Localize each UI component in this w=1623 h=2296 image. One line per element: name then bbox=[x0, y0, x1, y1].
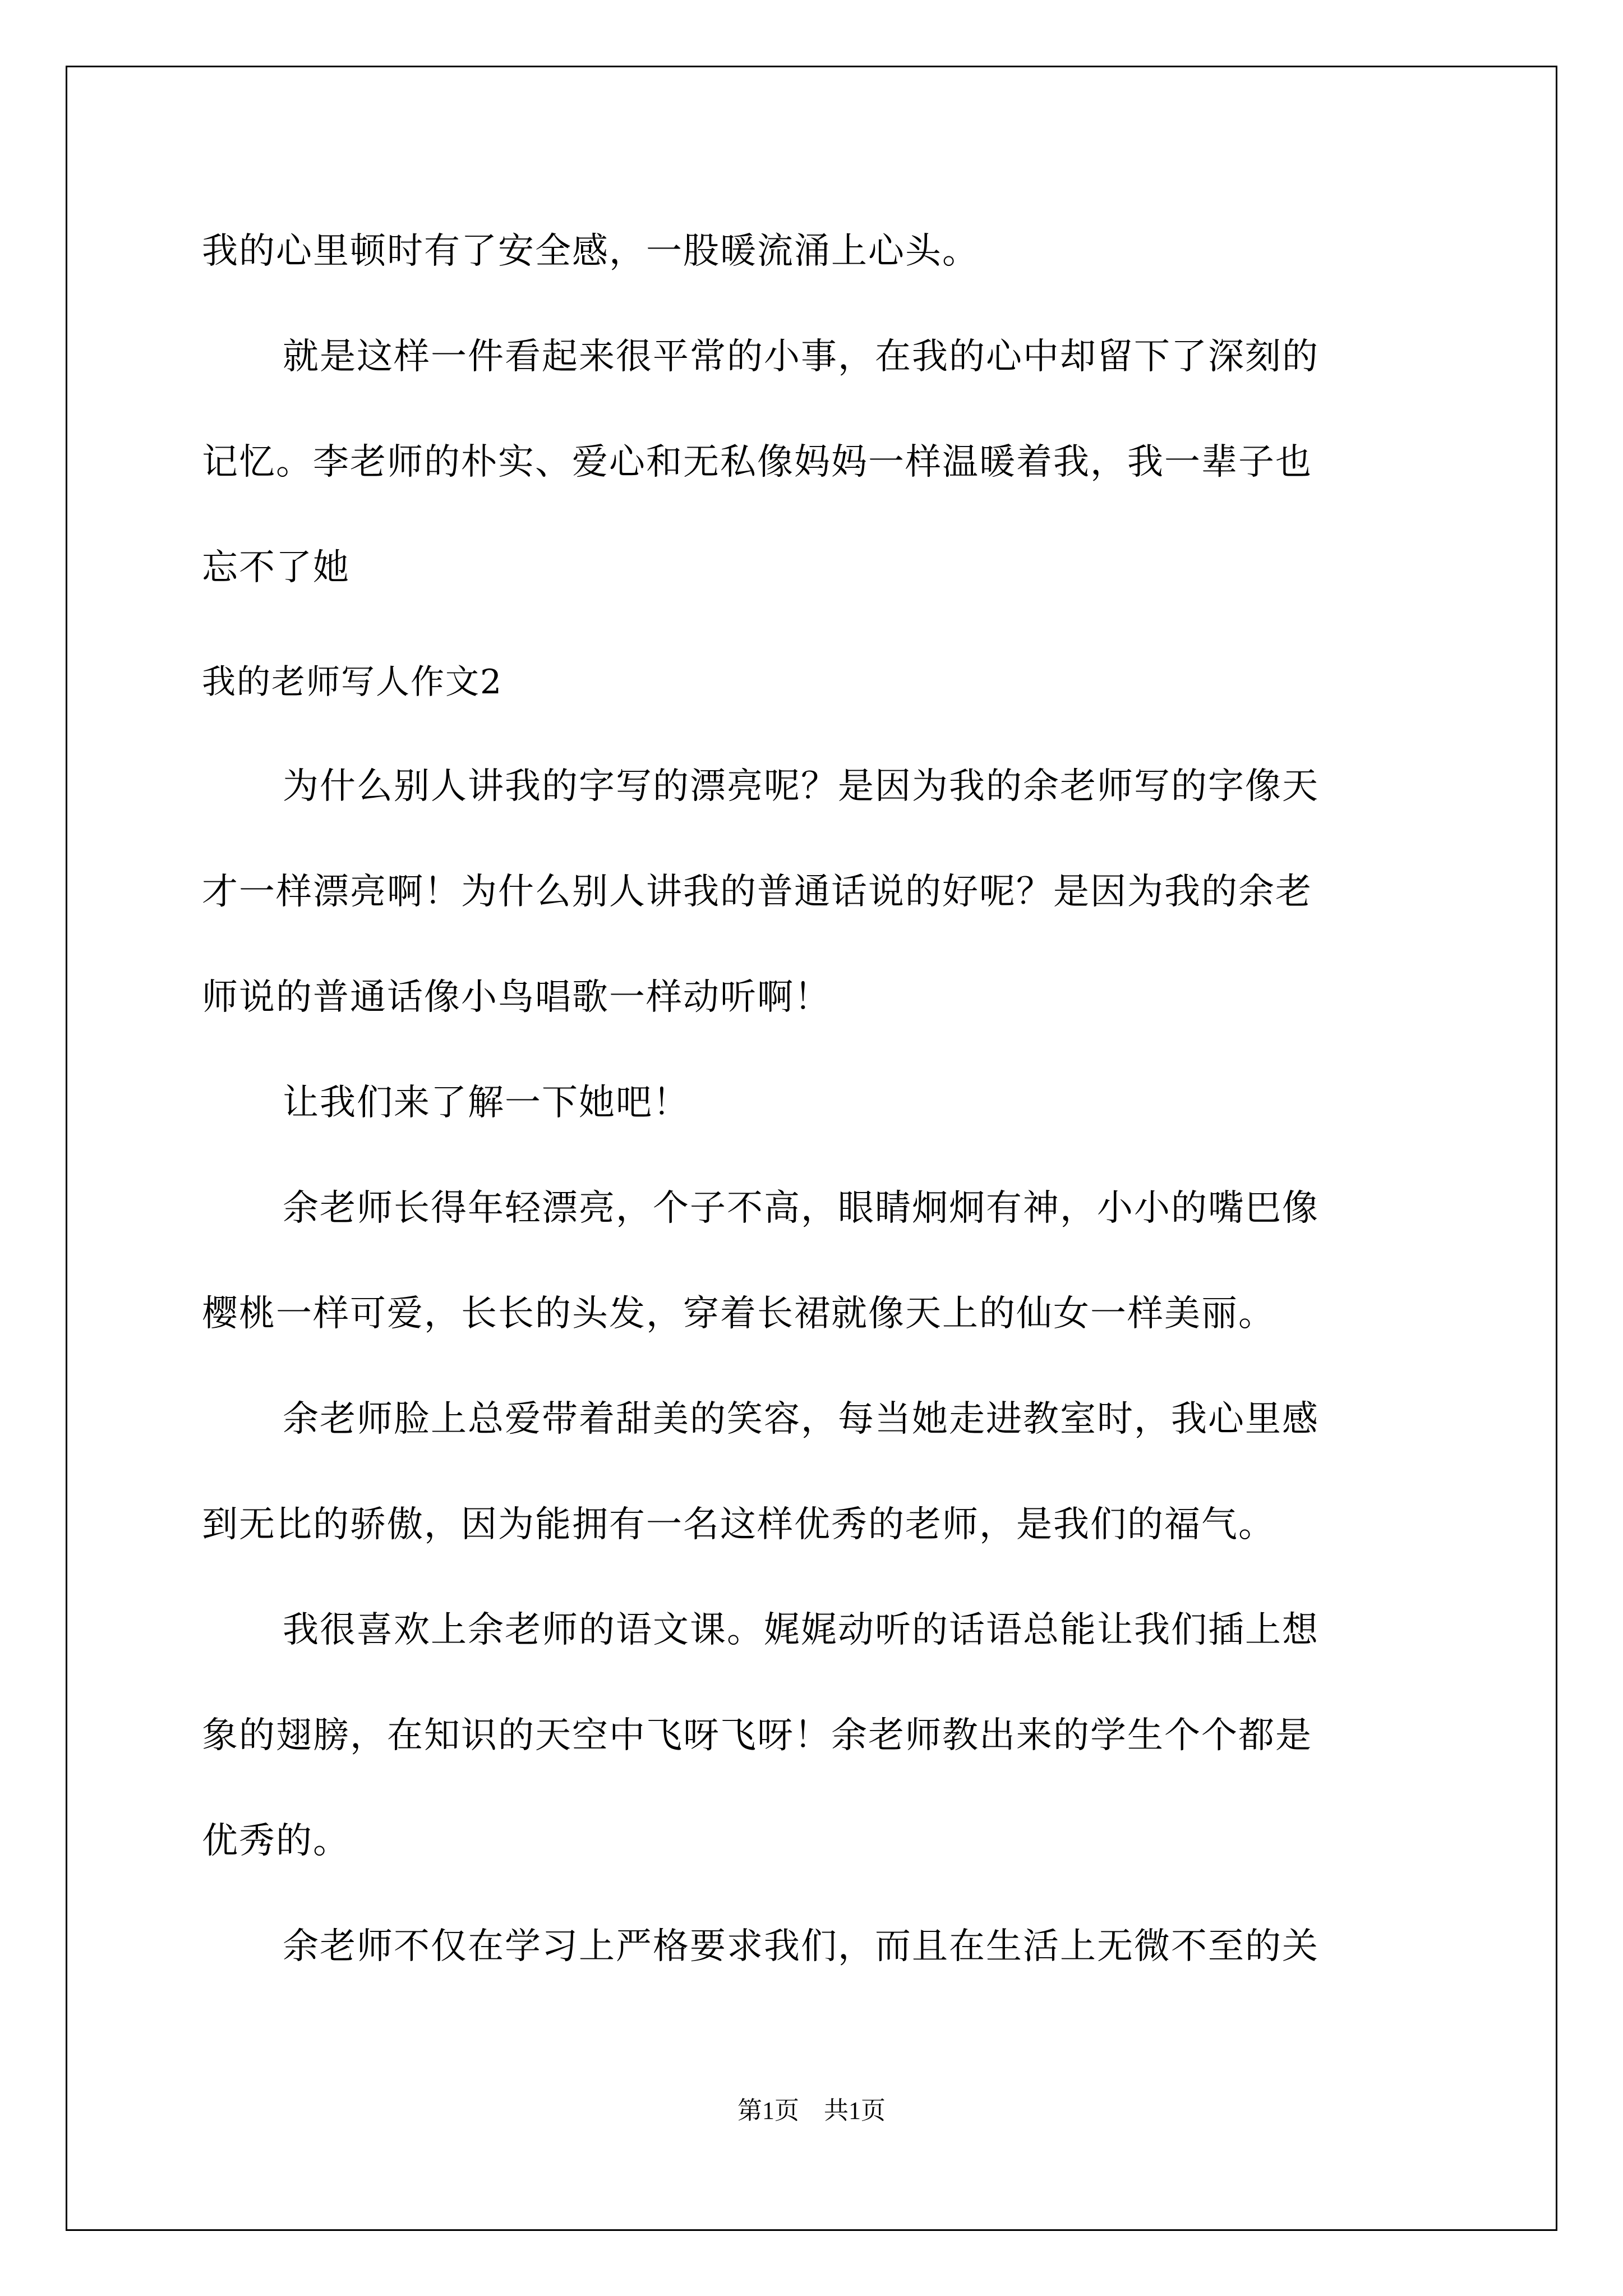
text-line: 象的翅膀，在知识的天空中飞呀飞呀！余老师教出来的学生个个都是 bbox=[202, 1715, 1312, 1756]
paragraph-first-line: 余老师脸上总爱带着甜美的笑容，每当她走进教室时，我心里感 bbox=[283, 1398, 1319, 1440]
text-line: 师说的普通话像小鸟唱歌一样动听啊！ bbox=[202, 977, 831, 1018]
text-line: 记忆。李老师的朴实、爱心和无私像妈妈一样温暖着我，我一辈子也 bbox=[202, 441, 1312, 483]
paragraph-first-line: 余老师长得年轻漂亮，个子不高，眼睛炯炯有神，小小的嘴巴像 bbox=[283, 1188, 1319, 1229]
paragraph-first-line: 我很喜欢上余老师的语文课。娓娓动听的话语总能让我们插上想 bbox=[283, 1609, 1319, 1651]
text-line: 到无比的骄傲，因为能拥有一名这样优秀的老师，是我们的福气。 bbox=[202, 1504, 1275, 1545]
text-line: 我的心里顿时有了安全感，一股暖流涌上心头。 bbox=[202, 231, 979, 272]
paragraph-first-line: 余老师不仅在学习上严格要求我们，而且在生活上无微不至的关 bbox=[283, 1926, 1319, 1967]
text-line: 忘不了她 bbox=[202, 547, 350, 588]
section-heading: 我的老师写人作文2 bbox=[202, 662, 503, 702]
paragraph-first-line: 让我们来了解一下她吧！ bbox=[283, 1082, 690, 1124]
page-footer: 第1页 共1页 bbox=[737, 2097, 886, 2124]
text-line: 才一样漂亮啊！为什么别人讲我的普通话说的好呢？是因为我的余老 bbox=[202, 871, 1312, 913]
text-line: 优秀的。 bbox=[202, 1820, 350, 1862]
paragraph-first-line: 就是这样一件看起来很平常的小事，在我的心中却留下了深刻的 bbox=[283, 336, 1319, 378]
paragraph-first-line: 为什么别人讲我的字写的漂亮呢？是因为我的余老师写的字像天 bbox=[283, 766, 1319, 807]
document-body bbox=[202, 0, 1436, 2296]
text-line: 樱桃一样可爱，长长的头发，穿着长裙就像天上的仙女一样美丽。 bbox=[202, 1293, 1275, 1335]
